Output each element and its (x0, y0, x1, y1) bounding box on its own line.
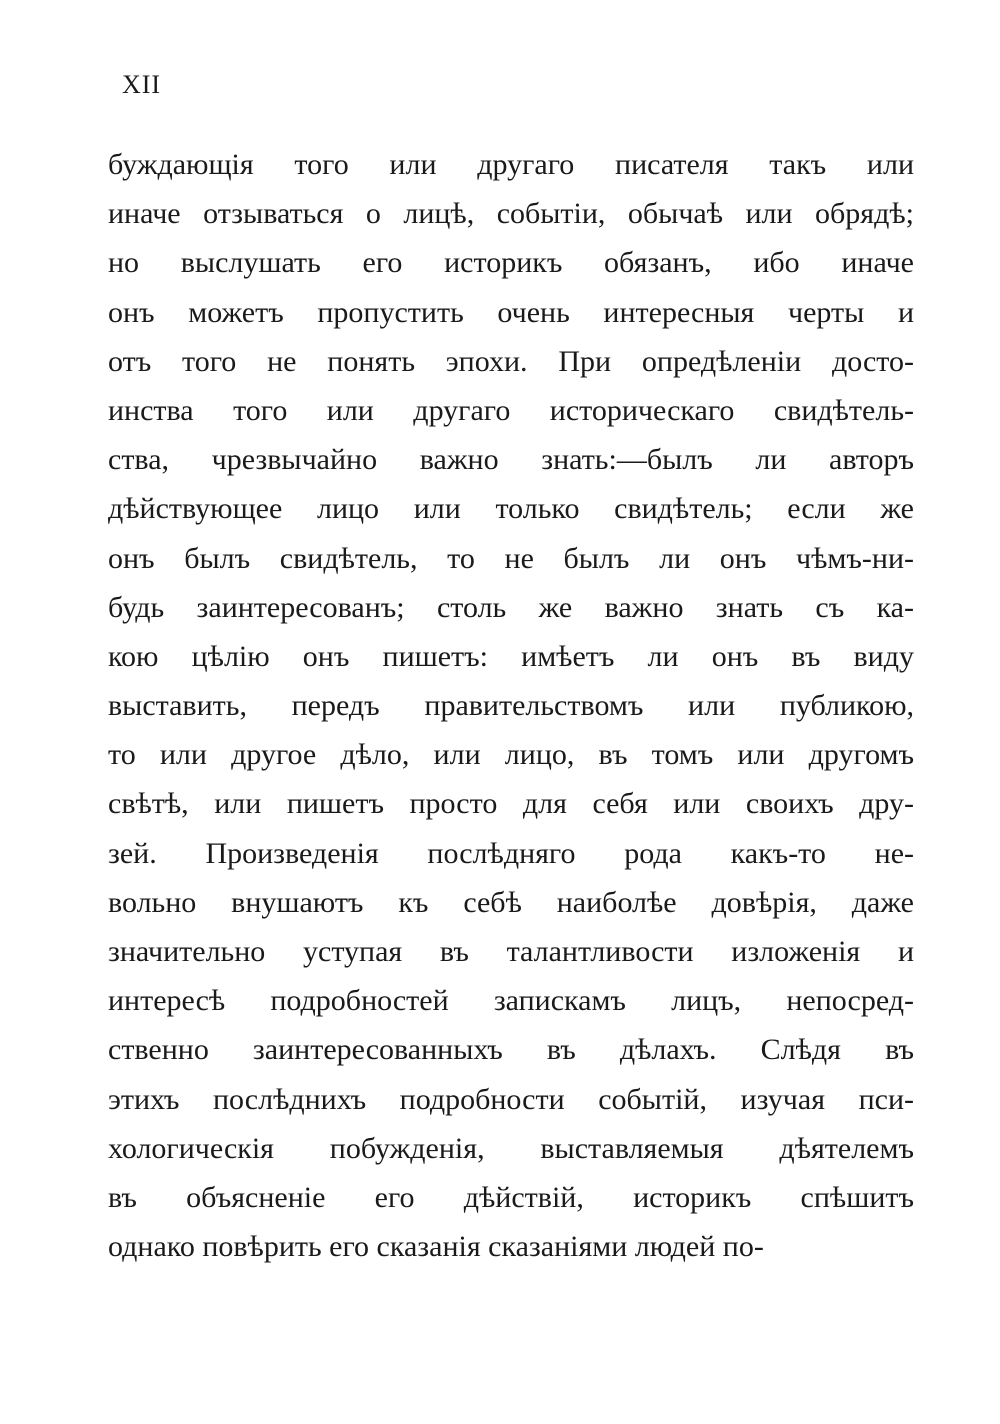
text-line: въ объясненіе его дѣйствій, историкъ спѣшитъ (108, 1180, 914, 1214)
text-line: этихъ послѣднихъ подробности событій, изучая пси- (108, 1082, 914, 1116)
text-line: но выслушать его историкъ обязанъ, ибо иначе (108, 246, 914, 280)
text-line: буждающія того или другаго писателя такъ или (108, 148, 914, 181)
text-line: онъ былъ свидѣтель, то не былъ ли онъ чѣмъ-ни- (108, 541, 914, 575)
text-line: кою цѣлію онъ пишетъ: имѣетъ ли онъ въ виду (108, 639, 914, 673)
page-number: XII (122, 70, 162, 99)
text-line: иначе отзываться о лицѣ, событіи, обычаѣ или обрядѣ; (108, 197, 914, 231)
text-line: отъ того не понять эпохи. При опредѣленіи досто- (108, 344, 914, 378)
text-line: онъ можетъ пропустить очень интересныя черты и (108, 295, 914, 329)
text-line: интересѣ подробностей запискамъ лицъ, непосред- (108, 984, 914, 1018)
body-text (108, 140, 914, 1271)
text-line: выставить, передъ правительствомъ или публикою, (108, 689, 914, 723)
text-line: ства, чрезвычайно важно знать:—былъ ли авторъ (108, 443, 914, 477)
text-line: однако повѣрить его сказанія сказаніями людей по- (108, 1230, 764, 1264)
text-line: вольно внушаютъ къ себѣ наиболѣе довѣрія, даже (108, 885, 914, 919)
text-line: ственно заинтересованныхъ въ дѣлахъ. Слѣдя въ (108, 1033, 914, 1067)
text-line: хологическія побужденія, выставляемыя дѣятелемъ (108, 1131, 914, 1165)
text-line: будь заинтересованъ; столь же важно знать съ ка- (108, 590, 914, 624)
text-line: свѣтѣ, или пишетъ просто для себя или своихъ дру- (108, 787, 914, 821)
text-line: значительно уступая въ талантливости изложенія и (108, 935, 914, 968)
text-line: инства того или другаго историческаго свидѣтель- (108, 393, 914, 427)
text-line: то или другое дѣло, или лицо, въ томъ или другомъ (108, 738, 914, 772)
text-line: зей. Произведенія послѣдняго рода какъ-то не- (108, 836, 914, 870)
text-line: дѣйствующее лицо или только свидѣтель; если же (108, 492, 914, 526)
